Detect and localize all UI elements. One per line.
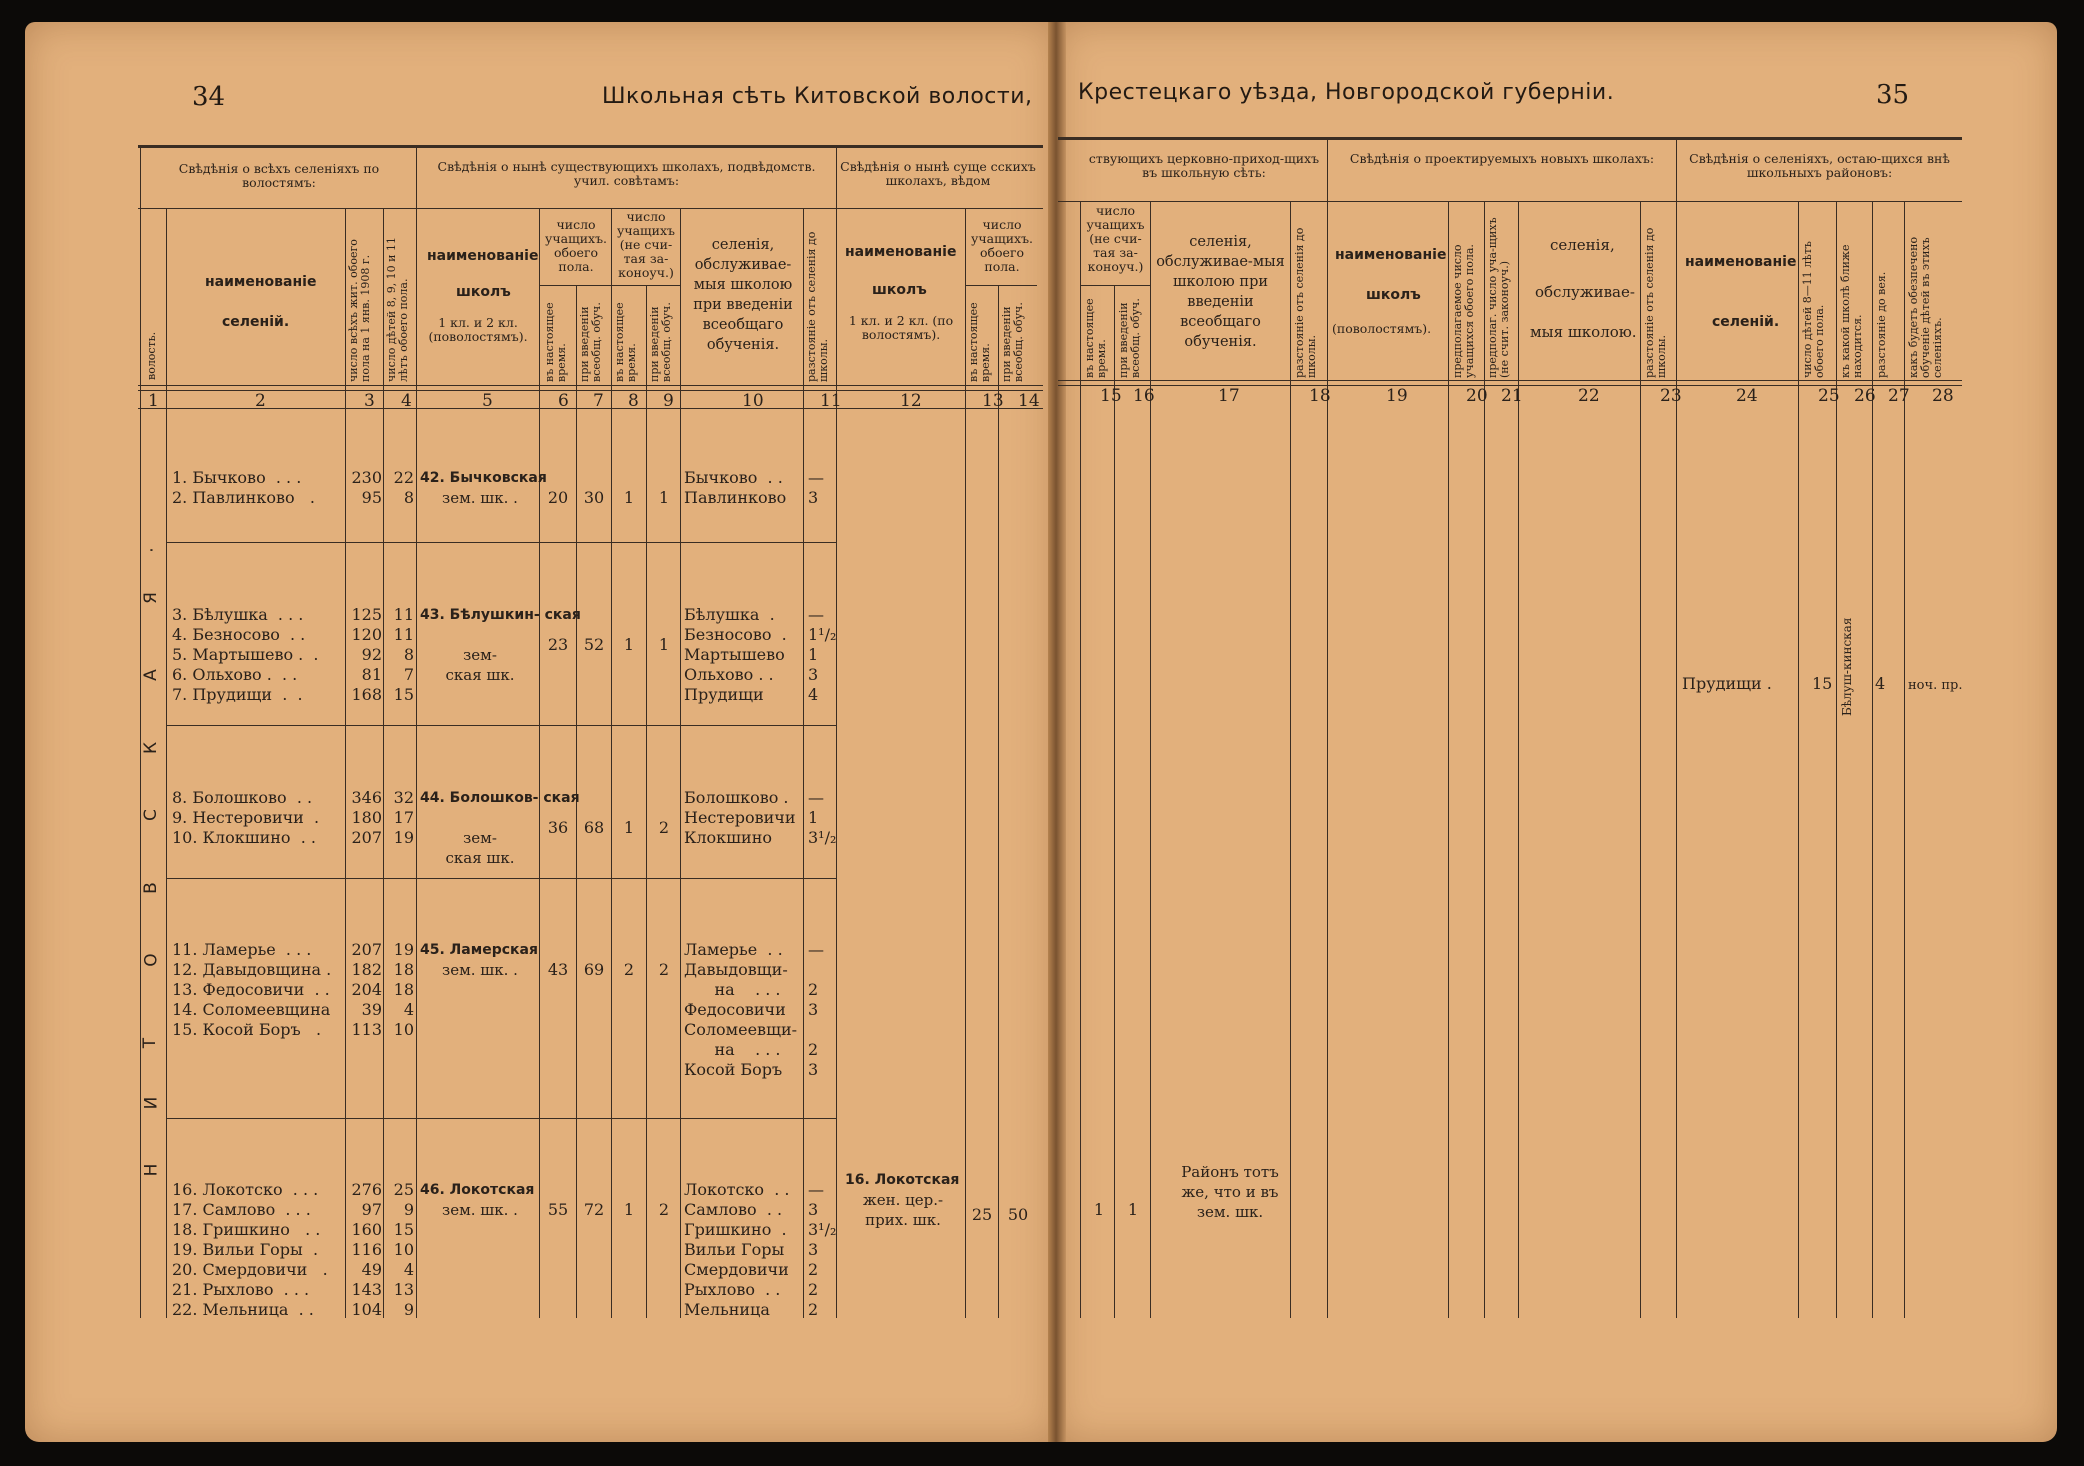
volost-letter: . xyxy=(137,547,158,553)
column-number: 17 xyxy=(1218,386,1240,406)
right-header-rule xyxy=(1058,380,1962,381)
col-header-25: число дѣтей 8—11 лѣтъ обоего пола. xyxy=(1801,241,1826,378)
column-number: 27 xyxy=(1888,386,1910,406)
col-header-1: волость. xyxy=(145,331,158,380)
col-header-28: какъ будетъ обезпечено обученіе дѣтей въ этихъ селеніяхъ. xyxy=(1907,236,1944,378)
outside-village: Прудищи . xyxy=(1682,674,1772,693)
children-values: 11 11 8 7 15 xyxy=(393,605,414,704)
col-header-2b: селеній. xyxy=(222,314,290,330)
column-number: 2 xyxy=(255,391,266,411)
served-villages: Бѣлушка . Безносово . Мартышево Ольхово . . Прудищи xyxy=(684,605,787,704)
col-header-5b: школъ xyxy=(456,284,511,300)
population-values: 346 180 207 xyxy=(351,788,382,847)
children-values: 32 17 19 xyxy=(393,788,414,847)
h-subhead-church xyxy=(965,285,1037,286)
v-c20 xyxy=(1484,201,1485,1318)
distance-values: — 1 3¹/₂ xyxy=(808,788,837,847)
col-header-21: предполаг. число уча-щихъ (не счит. законоуч.) xyxy=(1486,217,1511,378)
v-c23 xyxy=(1676,140,1677,1318)
col-header-12b: школъ xyxy=(872,282,927,298)
volost-letter: И xyxy=(141,1096,162,1110)
zemstvo-school-type: зем- ская шк. xyxy=(445,646,515,684)
group-sep-2 xyxy=(166,725,836,726)
col-header-15: въ настоящее время. xyxy=(1083,298,1108,378)
distance-values: — 2 3 2 3 xyxy=(808,940,824,1079)
col-header-13: въ настоящее время. xyxy=(967,302,992,382)
instructors-universal: 2 xyxy=(658,818,670,837)
column-number: 13 xyxy=(982,391,1004,411)
volost-letter: О xyxy=(141,953,162,967)
col-header-24b: селеній. xyxy=(1712,314,1780,330)
col-header-6-7: число учащихъ. обоего пола. xyxy=(545,217,607,274)
column-number: 7 xyxy=(593,391,604,411)
instructors-now: 1 xyxy=(623,488,635,507)
church-teachers-now: 25 xyxy=(971,1205,993,1224)
col-header-19a: наименованіе xyxy=(1335,247,1447,263)
column-number: 1 xyxy=(148,391,159,411)
col-header-6: въ настоящее время. xyxy=(543,302,568,382)
zemstvo-school-type: зем- ская шк. xyxy=(445,829,515,867)
col-header-14: при введеніи всеобщ. обуч. xyxy=(1000,302,1025,382)
col-header-22c: мыя школою. xyxy=(1530,323,1637,341)
right-page-number: 35 xyxy=(1876,80,1910,110)
village-names: 3. Бѣлушка . . . 4. Безносово . . 5. Мартышево . . 6. Ольхово . . . 7. Прудищи . . xyxy=(172,605,319,704)
column-number: 25 xyxy=(1818,386,1840,406)
column-number: 12 xyxy=(900,391,922,411)
village-names: 16. Локотско . . . 17. Самлово . . . 18. Гришкино . . 19. Вильи Горы . 20. Смердовичи . 21. Рыхлово . . . 22. Мельница . . xyxy=(172,1180,328,1319)
col-header-15-16: число учащихъ (не счи-тая за-коноуч.) xyxy=(1086,203,1145,274)
instructors-now: 1 xyxy=(623,1200,635,1219)
col-header-23: разстояніе отъ селенія до школы. xyxy=(1643,227,1668,378)
v-c1 xyxy=(166,208,167,1318)
zemstvo-school-type: зем. шк. . xyxy=(442,1201,518,1219)
v-c13 xyxy=(998,285,999,1318)
group-header-church-right: ствующихъ церковно-приход-щихъ въ школьную сѣть: xyxy=(1088,151,1320,180)
volost-letter: А xyxy=(140,669,161,681)
column-number: 26 xyxy=(1854,386,1876,406)
v-c26 xyxy=(1872,201,1873,1318)
col-header-12c: 1 кл. и 2 кл. (по волостямъ). xyxy=(848,313,954,342)
col-header-17: селенія, обслуживае-мыя школою при введеніи всеобщаго обученія. xyxy=(1156,234,1285,350)
col-header-19b: школъ xyxy=(1366,287,1421,303)
church-served-area: Районъ тотъ же, что и въ зем. шк. xyxy=(1181,1163,1279,1221)
zemstvo-school-name: 46. Локотская xyxy=(420,1182,535,1198)
children-values: 25 9 15 10 4 13 9 xyxy=(393,1180,414,1319)
col-header-13-14: число учащихъ. обоего пола. xyxy=(971,217,1033,274)
col-header-5c: 1 кл. и 2 кл. (поволостямъ). xyxy=(428,315,528,344)
instructors-universal: 1 xyxy=(658,635,670,654)
column-number: 28 xyxy=(1932,386,1954,406)
village-names: 1. Бычково . . . 2. Павлинково . xyxy=(172,468,315,507)
instructors-now: 1 xyxy=(623,818,635,837)
teachers-universal: 72 xyxy=(583,1200,605,1219)
book-spine xyxy=(1048,22,1066,1442)
col-header-9: при введеніи всеобщ. обуч. xyxy=(648,302,673,382)
v-c4 xyxy=(416,148,417,1318)
population-values: 207 182 204 39 113 xyxy=(351,940,382,1039)
right-group-rule xyxy=(1058,201,1962,202)
volost-letter: К xyxy=(141,741,162,755)
column-number: 9 xyxy=(663,391,674,411)
village-names: 8. Болошково . . 9. Нестеровичи . 10. Клокшино . . xyxy=(172,788,320,847)
left-header-rule xyxy=(138,385,1043,386)
volost-letter: В xyxy=(140,882,161,894)
instructors-universal: 1 xyxy=(658,488,670,507)
col-header-26: къ какой школѣ ближе находится. xyxy=(1839,244,1864,378)
left-page-number: 34 xyxy=(192,82,226,112)
teachers-now: 23 xyxy=(547,635,569,654)
v-c19 xyxy=(1448,201,1449,1318)
column-number: 10 xyxy=(742,391,764,411)
volost-letter: Я xyxy=(140,592,161,604)
left-running-title: Школьная сѣть Китовской волости, xyxy=(602,84,1033,109)
teachers-universal: 68 xyxy=(583,818,605,837)
v-c8 xyxy=(646,285,647,1318)
instructors-universal: 2 xyxy=(658,1200,670,1219)
column-number: 3 xyxy=(364,391,375,411)
distance-values: — 1¹/₂ 1 3 4 xyxy=(808,605,837,704)
col-header-8-9: число учащихъ (не счи-тая за-коноуч.) xyxy=(616,209,676,280)
v-c7 xyxy=(611,208,612,1318)
col-header-24a: наименованіе xyxy=(1685,254,1797,270)
church-instructors-universal: 1 xyxy=(1127,1200,1139,1219)
children-values: 19 18 18 4 10 xyxy=(393,940,414,1039)
v-c16b xyxy=(1150,201,1151,1318)
col-header-22a: селенія, xyxy=(1550,236,1615,254)
right-running-title: Крестецкаго уѣзда, Новгородской губерніи. xyxy=(1078,80,1615,105)
v-c9 xyxy=(680,208,681,1318)
v-c16 xyxy=(1114,285,1115,1318)
column-number: 5 xyxy=(482,391,493,411)
column-number: 20 xyxy=(1466,386,1488,406)
group-sep-3 xyxy=(166,878,836,879)
zemstvo-school-name: 43. Бѣлушкин- ская xyxy=(420,607,581,623)
children-values: 22 8 xyxy=(393,468,414,507)
column-number: 18 xyxy=(1309,386,1331,406)
population-values: 125 120 92 81 168 xyxy=(351,605,382,704)
v-c17 xyxy=(1290,201,1291,1318)
col-header-19c: (поволостямъ). xyxy=(1332,321,1432,336)
column-number: 11 xyxy=(820,391,842,411)
col-header-5a: наименованіе xyxy=(427,248,539,264)
group-header-outside: Свѣдѣнія о селеніяхъ, остаю-щихся внѣ школьныхъ районовъ: xyxy=(1689,151,1950,180)
column-number: 19 xyxy=(1386,386,1408,406)
population-values: 276 97 160 116 49 143 104 xyxy=(351,1180,382,1319)
v-c25 xyxy=(1836,201,1837,1318)
instructors-universal: 2 xyxy=(658,960,670,979)
population-values: 230 95 xyxy=(351,468,382,507)
h-subhead-teachers xyxy=(539,285,680,286)
col-header-3: число всѣхъ жит. обоего пола на 1 янв. 1908 г. xyxy=(347,239,372,382)
village-names: 11. Ламерье . . . 12. Давыдовщина . 13. Федосовичи . . 14. Соломеевщина 15. Косой Боръ . xyxy=(172,940,332,1039)
right-top-rule xyxy=(1058,137,1962,140)
zemstvo-school-type: зем. шк. . xyxy=(442,489,518,507)
served-villages: Болошково . Нестеровичи Клокшино xyxy=(684,788,796,847)
served-villages: Бычково . . Павлинково xyxy=(684,468,787,507)
volost-letter: Н xyxy=(141,1163,162,1177)
zemstvo-school-name: 45. Ламерская xyxy=(420,942,538,958)
church-school-name-rest: жен. цер.- прих. шк. xyxy=(862,1191,944,1229)
church-school-name: 16. Локотская xyxy=(845,1172,960,1188)
served-villages: Локотско . . Самлово . . Гришкино . Вильи Горы Смердовичи Рыхлово . . Мельница xyxy=(684,1180,790,1319)
zemstvo-school-name: 42. Бычковская xyxy=(420,470,547,486)
outside-how: ноч. пр. xyxy=(1908,678,1963,693)
v-c24 xyxy=(1798,201,1799,1318)
church-teachers-universal: 50 xyxy=(1007,1205,1029,1224)
v-c18 xyxy=(1327,140,1328,1318)
column-number: 16 xyxy=(1133,386,1155,406)
col-header-7: при введеніи всеобщ. обуч. xyxy=(578,302,603,382)
group-header-church-left: Свѣдѣнія о нынѣ суще сскихъ школахъ, вѣдом xyxy=(840,159,1036,188)
outside-kids: 15 xyxy=(1812,674,1833,693)
zemstvo-school-name: 44. Болошков- ская xyxy=(420,790,580,806)
volost-letter: Т xyxy=(140,1037,161,1049)
v-c2 xyxy=(345,208,346,1318)
group-header-projected: Свѣдѣнія о проектируемыхъ новыхъ школахъ: xyxy=(1349,151,1655,166)
served-villages: Ламерье . . Давыдовщи- на . . . Федосовичи Соломеевщи- на . . . Косой Боръ xyxy=(684,940,798,1079)
col-header-4: число дѣтей 8, 9, 10 и 11 лѣтъ обоего пола. xyxy=(385,236,410,382)
column-number: 4 xyxy=(401,391,412,411)
col-header-10: селенія, обслуживае-мыя школою при введеніи всеобщаго обученія. xyxy=(693,237,793,353)
column-number: 14 xyxy=(1018,391,1040,411)
col-header-18: разстояніе отъ селенія до школы. xyxy=(1293,227,1318,378)
instructors-now: 1 xyxy=(623,635,635,654)
v-c11 xyxy=(836,148,837,1318)
column-number: 22 xyxy=(1578,386,1600,406)
teachers-universal: 69 xyxy=(583,960,605,979)
column-number: 15 xyxy=(1100,386,1122,406)
column-number: 23 xyxy=(1660,386,1682,406)
v-c12 xyxy=(965,208,966,1318)
v-left-edge xyxy=(140,148,141,1318)
col-header-11: разстояніе отъ селенія до школы. xyxy=(805,231,830,382)
col-header-20: предполагаемое число учащихся обоего пола. xyxy=(1451,244,1476,378)
group-sep-4 xyxy=(166,1118,836,1119)
col-header-22b: обслуживае- xyxy=(1535,283,1635,301)
church-instructors-now: 1 xyxy=(1093,1200,1105,1219)
outside-distance: 4 xyxy=(1875,674,1886,693)
left-group-rule xyxy=(138,208,1043,209)
teachers-now: 55 xyxy=(547,1200,569,1219)
v-c21 xyxy=(1518,201,1519,1318)
v-c5 xyxy=(539,208,540,1318)
teachers-universal: 30 xyxy=(583,488,605,507)
v-c3 xyxy=(383,208,384,1318)
teachers-now: 36 xyxy=(547,818,569,837)
teachers-now: 43 xyxy=(547,960,569,979)
outside-nearest-school: Бѣлуш-кинская xyxy=(1840,617,1854,716)
left-top-rule xyxy=(138,145,1043,148)
group-header-zemstvo: Свѣдѣнія о нынѣ существующихъ школахъ, подвѣдомств. учил. совѣтамъ: xyxy=(437,159,816,188)
zemstvo-school-type: зем. шк. . xyxy=(442,961,518,979)
v-c22 xyxy=(1640,201,1641,1318)
v-c27 xyxy=(1904,201,1905,1318)
group-sep-1 xyxy=(166,542,836,543)
distance-values: — 3 3¹/₂ 3 2 2 2 xyxy=(808,1180,837,1319)
col-header-27: разстояніе до вея. xyxy=(1875,271,1888,378)
col-header-8: въ настоящее время. xyxy=(613,302,638,382)
v-c15 xyxy=(1080,201,1081,1318)
v-c10 xyxy=(803,208,804,1318)
teachers-now: 20 xyxy=(547,488,569,507)
col-header-12a: наименованіе xyxy=(845,244,957,260)
column-number: 8 xyxy=(628,391,639,411)
column-number: 6 xyxy=(558,391,569,411)
column-number: 21 xyxy=(1501,386,1523,406)
instructors-now: 2 xyxy=(623,960,635,979)
distance-values: — 3 xyxy=(808,468,824,507)
group-header-villages: Свѣдѣнія о всѣхъ селеніяхъ по волостямъ: xyxy=(178,161,380,190)
teachers-universal: 52 xyxy=(583,635,605,654)
col-header-16: при введеніи всеобщ. обуч. xyxy=(1117,298,1142,378)
col-header-2a: наименованіе xyxy=(205,274,317,290)
column-number: 24 xyxy=(1736,386,1758,406)
volost-letter: С xyxy=(140,809,161,821)
